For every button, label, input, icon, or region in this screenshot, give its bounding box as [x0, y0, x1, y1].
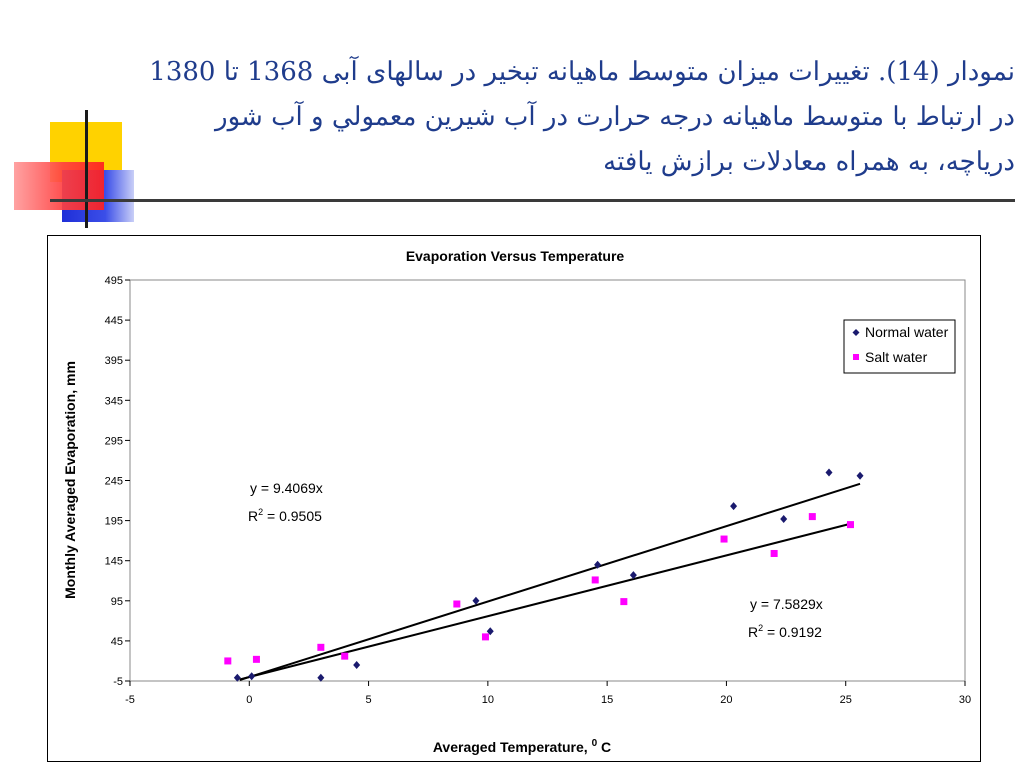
salt-r2-sup: 2: [758, 623, 764, 633]
salt-water-point-3: [341, 653, 348, 660]
y-tick-label-10: 495: [104, 275, 123, 287]
salt-water-point-5: [482, 633, 489, 640]
salt-water-point-2: [317, 644, 324, 651]
normal-r2-sup: 2: [258, 507, 264, 517]
x-tick-label-0: -5: [125, 694, 135, 706]
normal-r2-value: = 0.9505: [263, 508, 322, 524]
y-axis-label: Monthly Averaged Evaporation, mm: [62, 361, 78, 599]
decor-red-square: [14, 162, 104, 210]
y-tick-label-1: 45: [110, 635, 123, 648]
x-tick-label-7: 30: [958, 694, 972, 706]
salt-water-point-7: [620, 598, 627, 605]
y-axis: [105, 275, 130, 688]
decor-horizontal-rule: [50, 199, 1015, 202]
x-axis-label-sup: 0: [591, 738, 598, 749]
x-tick-label-4: 15: [601, 694, 614, 706]
x-axis-label: [433, 738, 611, 755]
y-tick-label-9: 445: [104, 315, 123, 328]
legend-normal-label: Normal water: [865, 324, 949, 340]
y-tick-label-6: 295: [104, 435, 123, 448]
y-tick-label-5: 245: [104, 475, 123, 488]
salt-water-point-6: [592, 576, 599, 583]
x-tick-label-3: 10: [481, 694, 494, 706]
legend: [844, 320, 955, 373]
legend-salt-label: Salt water: [865, 349, 928, 365]
salt-r2-value: = 0.9192: [763, 624, 822, 640]
x-tick-label-2: 5: [365, 694, 372, 706]
x-axis-label-text: Averaged Temperature,: [432, 739, 592, 755]
y-tick-label-7: 345: [104, 395, 123, 408]
salt-water-point-0: [224, 657, 231, 664]
salt-water-point-1: [253, 656, 260, 663]
x-tick-label-5: 20: [720, 694, 733, 706]
normal-equation: y = 9.4069x: [250, 480, 323, 496]
chart-title: Evaporation Versus Temperature: [405, 248, 625, 264]
y-tick-label-2: 95: [110, 595, 123, 608]
salt-water-point-9: [771, 550, 778, 557]
salt-water-point-8: [721, 536, 728, 543]
legend-salt-marker: [853, 354, 859, 360]
x-axis: [125, 681, 971, 706]
scatter-chart: [47, 235, 981, 762]
salt-water-point-4: [453, 601, 460, 608]
slide-title: نمودار (14). تغییرات میزان متوسط ماهیانه تبخیر در سالهای آبی 1368 تا 1380 در ارتباط با متوسط ماهیانه درجه حرارت در آب شیرين معمولي و آب شور درياچه، به همراه معادلات برازش يافته: [149, 57, 1015, 177]
salt-water-point-11: [847, 521, 854, 528]
salt-equation: y = 7.5829x: [750, 596, 823, 612]
y-tick-label-0: -5: [113, 676, 123, 688]
salt-r2-prefix: R: [748, 624, 759, 640]
normal-r2-prefix: R: [248, 508, 259, 524]
x-tick-label-6: 25: [839, 694, 852, 706]
y-tick-label-8: 395: [104, 355, 123, 368]
y-tick-label-3: 145: [104, 555, 123, 568]
x-axis-label-unit: C: [597, 739, 612, 755]
salt-water-point-10: [809, 513, 816, 520]
decor-vertical-line: [85, 110, 88, 228]
x-tick-label-1: 0: [246, 694, 253, 706]
y-tick-label-4: 195: [104, 515, 123, 528]
